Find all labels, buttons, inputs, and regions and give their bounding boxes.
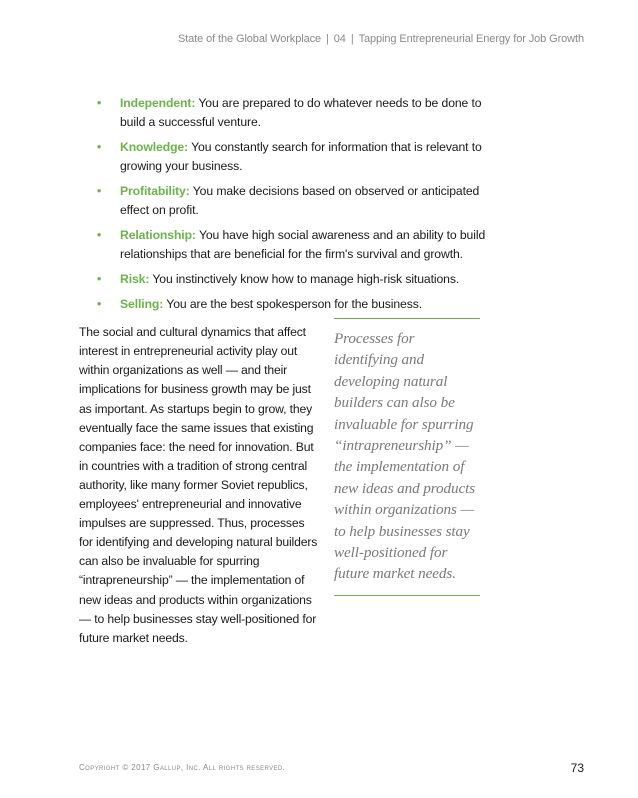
bullet-icon: • (97, 297, 102, 311)
trait-bullet-list (95, 94, 495, 320)
bullet-term: Profitability: (120, 184, 190, 198)
bullet-item-relationship (95, 226, 495, 264)
bullet-item-independent (95, 94, 495, 132)
pull-quote (334, 318, 480, 596)
bullet-icon: • (97, 272, 102, 286)
bullet-item-selling (95, 295, 495, 314)
bullet-item-profitability (95, 182, 495, 220)
bullet-text: You are the best spokesperson for the business. (163, 297, 422, 311)
bullet-text: You have high social awareness and an ability to build relationships that are beneficial for the firm's survival and growth. (120, 228, 486, 261)
bullet-icon: • (97, 140, 102, 154)
bullet-term: Risk: (120, 272, 150, 286)
bullet-text: You instinctively know how to manage high-risk situations. (149, 272, 460, 286)
bullet-icon: • (97, 96, 102, 110)
chapter-number: 04 (333, 33, 346, 45)
bullet-text: You make decisions based on observed or anticipated effect on profit. (120, 184, 480, 217)
running-header (178, 33, 584, 45)
bullet-item-knowledge (95, 138, 495, 176)
body-paragraph: The social and cultural dynamics that affect interest in entrepreneurial activity play out within organizations as well — and their implications for business growth may be just as important. As startups begin to grow, they eventually face the same issues that existing companies face: the need for innovation. But in countries with a tradition of strong central authority, like many former Soviet republics, employees' entrepreneurial and innovative impulses are suppressed. Thus, processes for identifying and developing natural builders can also be invaluable for spurring “intrapreneurship” — the implementation of new ideas and products within organizations — to help businesses stay well-positioned for future market needs. (79, 325, 318, 645)
page-number: 73 (570, 761, 584, 775)
copyright-notice: Copyright © 2017 Gallup, Inc. All rights reserved. (79, 763, 286, 772)
pull-quote-text: Processes for identifying and developing natural builders can also be invaluable for spurring “intrapreneurship” — the implementation of new ideas and products within organizations — to help businesses stay well-positioned for future market needs. (334, 330, 476, 583)
report-title: State of the Global Workplace (177, 33, 322, 45)
bullet-text: You constantly search for information that is relevant to growing your business. (120, 140, 482, 173)
bullet-item-risk (95, 270, 495, 289)
bullet-term: Knowledge: (120, 140, 189, 154)
header-divider: | (350, 33, 354, 45)
pull-quote-bottom-rule (334, 595, 480, 596)
header-divider: | (326, 33, 329, 45)
chapter-title: Tapping Entrepreneurial Energy for Job Growth (358, 33, 584, 45)
bullet-term: Relationship: (120, 228, 196, 242)
bullet-text: You are prepared to do whatever needs to be done to build a successful venture. (120, 96, 482, 129)
bullet-icon: • (97, 184, 102, 198)
bullet-icon: • (97, 228, 102, 242)
bullet-term: Selling: (120, 297, 164, 311)
bullet-term: Independent: (120, 96, 196, 110)
